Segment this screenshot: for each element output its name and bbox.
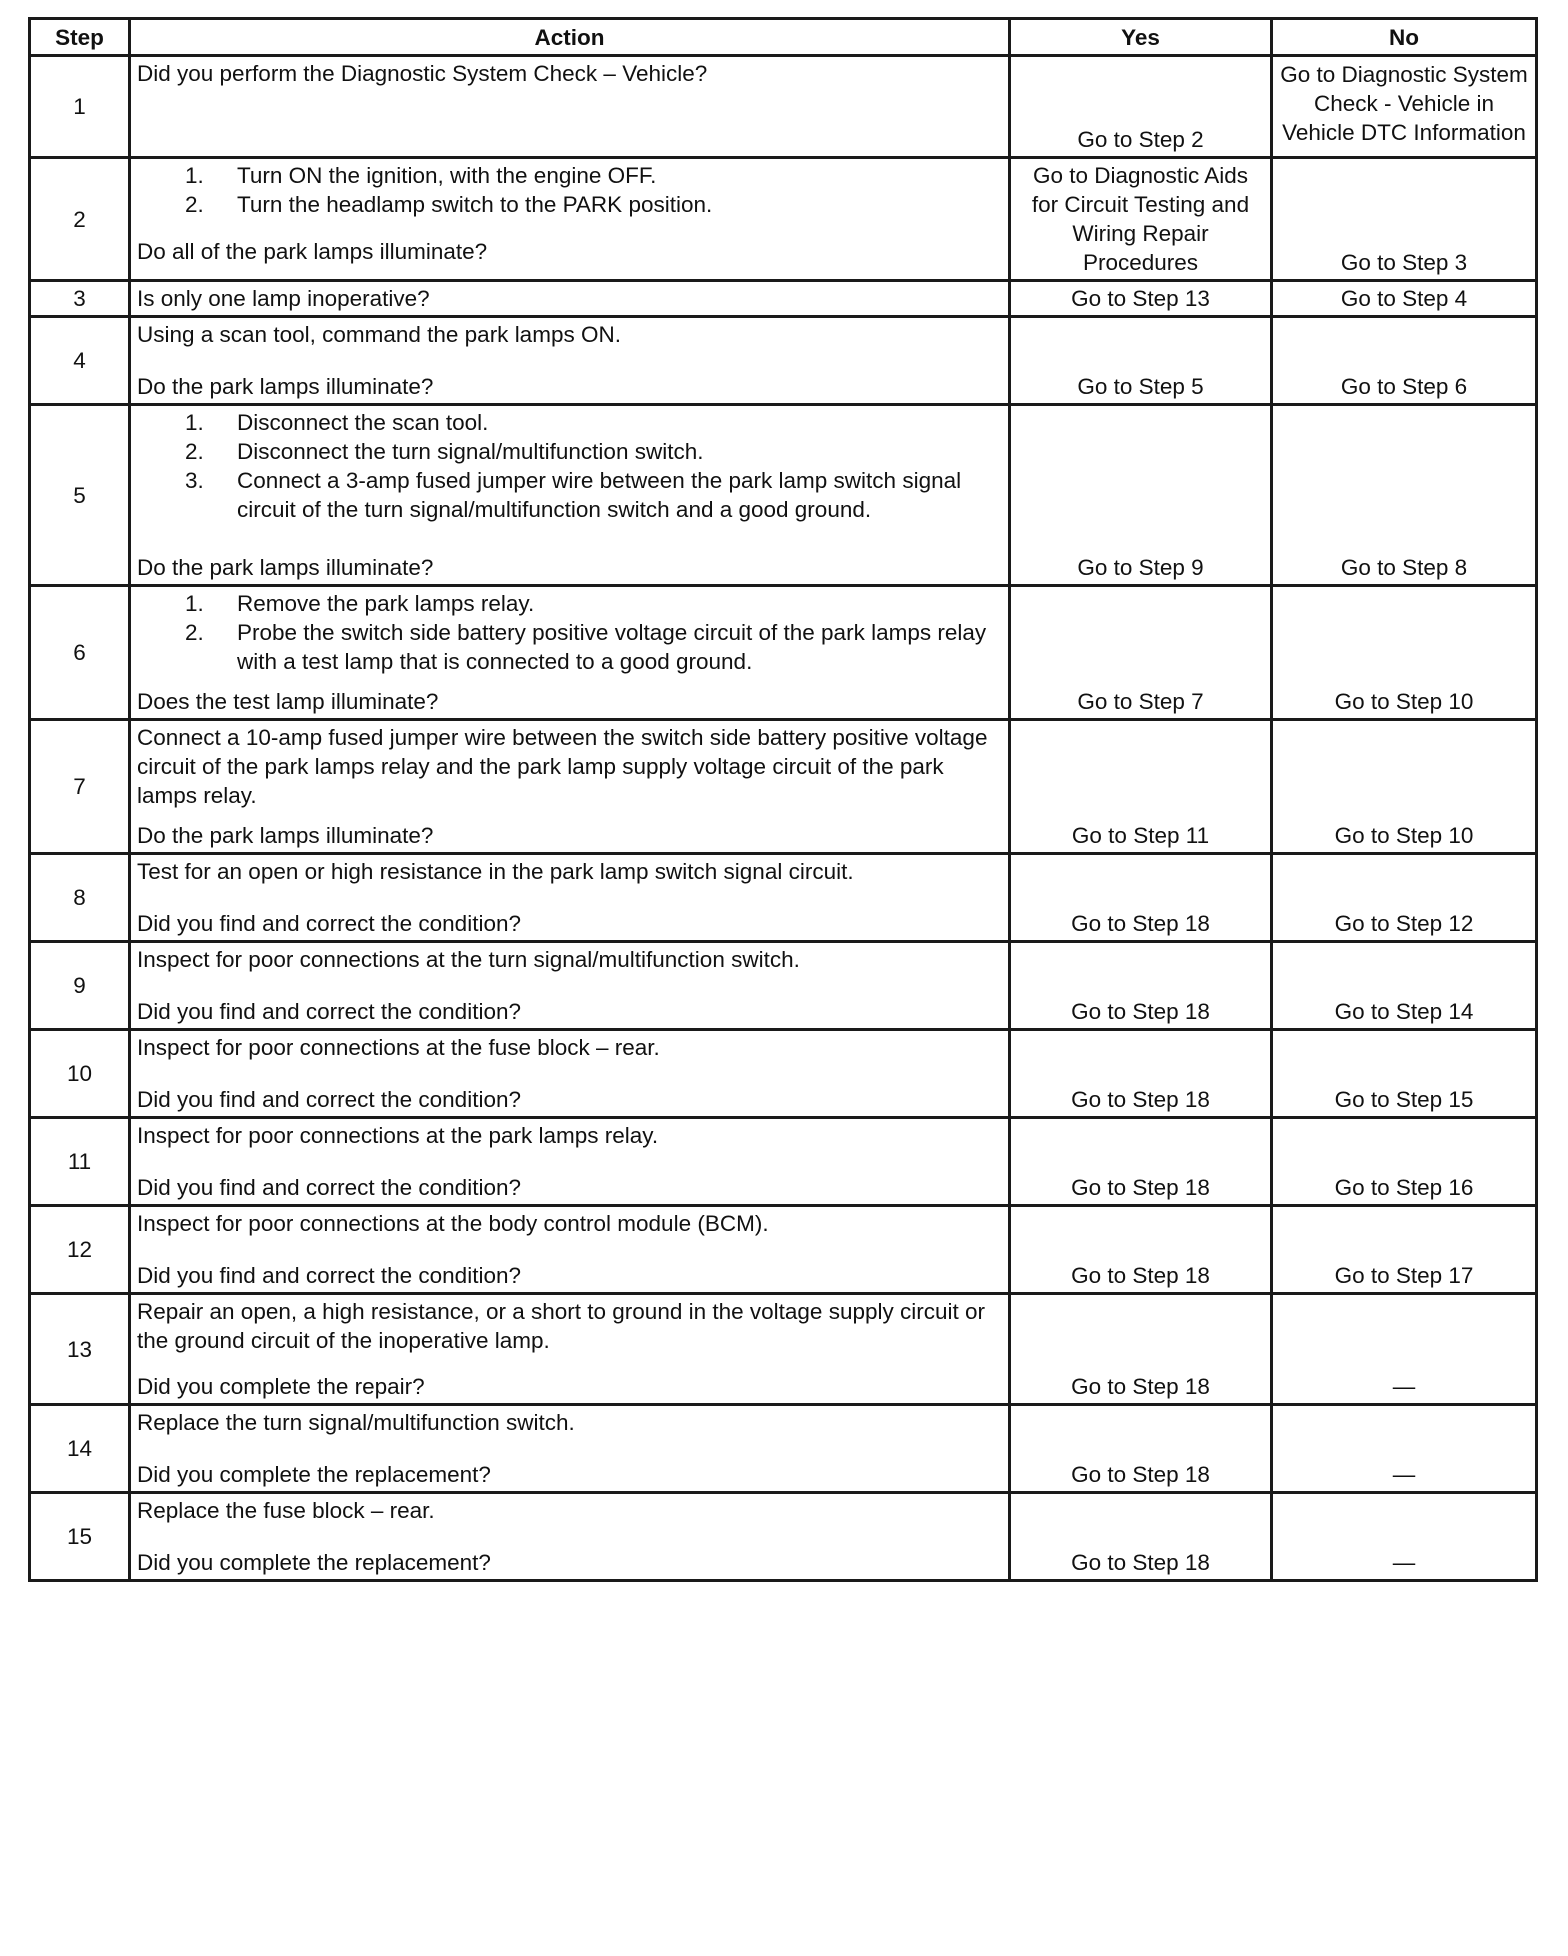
action-cell	[130, 317, 1010, 405]
action-cell	[130, 854, 1010, 942]
action-question: Does the test lamp illuminate?	[137, 689, 439, 714]
list-item-number: 1.	[185, 163, 204, 188]
action-text: Replace the fuse block – rear.	[137, 1498, 435, 1523]
header-step: Step	[30, 19, 130, 56]
action-content	[137, 723, 1002, 850]
action-content	[137, 161, 1002, 266]
action-text: Using a scan tool, command the park lamps ON.	[137, 322, 621, 347]
action-question: Did you find and correct the condition?	[137, 1175, 521, 1200]
list-item-number: 1.	[185, 410, 204, 435]
action-instructions	[137, 1297, 1002, 1355]
step-number: 6	[30, 586, 130, 720]
action-content	[137, 1408, 1002, 1489]
table-row	[30, 158, 1537, 281]
table-row	[30, 942, 1537, 1030]
list-item-number: 2.	[185, 620, 204, 645]
action-content	[137, 1209, 1002, 1290]
action-cell	[130, 1030, 1010, 1118]
header-no: No	[1272, 19, 1537, 56]
action-content	[137, 857, 1002, 938]
no-result: Go to Step 10	[1272, 586, 1537, 720]
yes-result: Go to Step 18	[1010, 1405, 1272, 1493]
action-question: Do the park lamps illuminate?	[137, 374, 434, 399]
action-question: Did you complete the replacement?	[137, 1550, 491, 1575]
action-cell	[130, 1206, 1010, 1294]
header-action: Action	[130, 19, 1010, 56]
yes-result: Go to Step 5	[1010, 317, 1272, 405]
yes-result: Go to Step 18	[1010, 1118, 1272, 1206]
step-number: 15	[30, 1493, 130, 1581]
yes-result: Go to Step 18	[1010, 1493, 1272, 1581]
table-row	[30, 1206, 1537, 1294]
table-row	[30, 1493, 1537, 1581]
list-item-text: Turn ON the ignition, with the engine OFF.	[237, 163, 657, 188]
no-result: —	[1272, 1493, 1537, 1581]
table-row	[30, 720, 1537, 854]
list-item	[137, 408, 1002, 437]
yes-result: Go to Step 18	[1010, 1294, 1272, 1405]
action-instructions	[137, 1209, 1002, 1238]
action-content	[137, 320, 1002, 401]
no-result: Go to Step 4	[1272, 281, 1537, 317]
action-content	[137, 1033, 1002, 1114]
yes-result: Go to Step 18	[1010, 854, 1272, 942]
action-question: Did you find and correct the condition?	[137, 911, 521, 936]
action-instructions	[137, 1033, 1002, 1062]
list-item	[137, 618, 1002, 676]
no-result: Go to Step 15	[1272, 1030, 1537, 1118]
no-result: Go to Step 3	[1272, 158, 1537, 281]
action-cell	[130, 1405, 1010, 1493]
list-item-text: Probe the switch side battery positive voltage circuit of the park lamps relay with a test lamp that is connected to a good ground.	[237, 620, 987, 674]
step-number: 13	[30, 1294, 130, 1405]
action-cell	[130, 405, 1010, 586]
action-text: Inspect for poor connections at the body control module (BCM).	[137, 1211, 769, 1236]
action-cell	[130, 281, 1010, 317]
step-number: 4	[30, 317, 130, 405]
list-item	[137, 437, 1002, 466]
list-item-text: Connect a 3-amp fused jumper wire between the park lamp switch signal circuit of the turn signal/multifunction switch and a good ground.	[237, 468, 962, 522]
action-instructions	[137, 408, 1002, 524]
list-item-text: Disconnect the scan tool.	[237, 410, 489, 435]
action-cell	[130, 1294, 1010, 1405]
action-text: Connect a 10-amp fused jumper wire between the switch side battery positive voltage circuit of the park lamps relay and the park lamp supply voltage circuit of the park lamps relay.	[137, 725, 988, 808]
yes-result: Go to Step 18	[1010, 1030, 1272, 1118]
table-row	[30, 586, 1537, 720]
action-cell	[130, 158, 1010, 281]
list-item	[137, 466, 1002, 524]
step-number: 9	[30, 942, 130, 1030]
no-result: Go to Step 12	[1272, 854, 1537, 942]
action-instructions	[137, 59, 1002, 88]
action-instructions	[137, 161, 1002, 219]
action-instructions	[137, 320, 1002, 349]
yes-result: Go to Diagnostic Aids for Circuit Testing and Wiring Repair Procedures	[1010, 158, 1272, 281]
table-row	[30, 1118, 1537, 1206]
action-instructions	[137, 589, 1002, 676]
action-content	[137, 1121, 1002, 1202]
table-row	[30, 854, 1537, 942]
action-steps-list	[137, 408, 1002, 524]
no-result: —	[1272, 1405, 1537, 1493]
yes-result: Go to Step 18	[1010, 942, 1272, 1030]
action-cell	[130, 1493, 1010, 1581]
list-item-text: Remove the park lamps relay.	[237, 591, 535, 616]
list-item-number: 1.	[185, 591, 204, 616]
table-row	[30, 1030, 1537, 1118]
step-number: 2	[30, 158, 130, 281]
action-cell	[130, 56, 1010, 158]
action-question: Do the park lamps illuminate?	[137, 823, 434, 848]
action-cell	[130, 942, 1010, 1030]
no-result: Go to Diagnostic System Check - Vehicle in Vehicle DTC Information	[1272, 56, 1537, 158]
list-item-number: 2.	[185, 192, 204, 217]
list-item-number: 2.	[185, 439, 204, 464]
action-cell	[130, 1118, 1010, 1206]
list-item-text: Turn the headlamp switch to the PARK position.	[237, 192, 713, 217]
action-question: Did you find and correct the condition?	[137, 999, 521, 1024]
action-question: Do the park lamps illuminate?	[137, 555, 434, 580]
yes-result: Go to Step 11	[1010, 720, 1272, 854]
yes-result: Go to Step 18	[1010, 1206, 1272, 1294]
step-number: 14	[30, 1405, 130, 1493]
list-item-number: 3.	[185, 468, 204, 493]
step-number: 5	[30, 405, 130, 586]
no-result: Go to Step 10	[1272, 720, 1537, 854]
action-question: Did you complete the repair?	[137, 1374, 425, 1399]
action-instructions	[137, 284, 1002, 313]
action-content	[137, 945, 1002, 1026]
action-text: Replace the turn signal/multifunction switch.	[137, 1410, 575, 1435]
action-text: Repair an open, a high resistance, or a short to ground in the voltage supply circuit or the ground circuit of the inoperative lamp.	[137, 1299, 985, 1353]
action-content	[137, 589, 1002, 716]
action-instructions	[137, 1121, 1002, 1150]
action-question: Did you find and correct the condition?	[137, 1087, 521, 1112]
action-content	[137, 284, 1002, 311]
table-row	[30, 281, 1537, 317]
action-content	[137, 408, 1002, 582]
action-instructions	[137, 857, 1002, 886]
action-instructions	[137, 723, 1002, 810]
table-row	[30, 317, 1537, 405]
action-text: Inspect for poor connections at the fuse block – rear.	[137, 1035, 660, 1060]
action-question: Do all of the park lamps illuminate?	[137, 239, 488, 264]
action-cell	[130, 586, 1010, 720]
header-row	[30, 19, 1537, 56]
action-question: Did you complete the replacement?	[137, 1462, 491, 1487]
yes-result: Go to Step 9	[1010, 405, 1272, 586]
action-instructions	[137, 1408, 1002, 1437]
list-item-text: Disconnect the turn signal/multifunction switch.	[237, 439, 704, 464]
action-text: Inspect for poor connections at the turn signal/multifunction switch.	[137, 947, 800, 972]
no-result: Go to Step 16	[1272, 1118, 1537, 1206]
step-number: 12	[30, 1206, 130, 1294]
action-cell	[130, 720, 1010, 854]
action-steps-list	[137, 589, 1002, 676]
no-result: Go to Step 8	[1272, 405, 1537, 586]
yes-result: Go to Step 7	[1010, 586, 1272, 720]
action-text: Did you perform the Diagnostic System Check – Vehicle?	[137, 61, 708, 86]
no-result: —	[1272, 1294, 1537, 1405]
table-row	[30, 1294, 1537, 1405]
table-row	[30, 1405, 1537, 1493]
list-item	[137, 589, 1002, 618]
action-steps-list	[137, 161, 1002, 219]
list-item	[137, 190, 1002, 219]
action-instructions	[137, 1496, 1002, 1525]
step-number: 1	[30, 56, 130, 158]
action-text: Is only one lamp inoperative?	[137, 286, 430, 311]
list-item	[137, 161, 1002, 190]
header-yes: Yes	[1010, 19, 1272, 56]
table-row	[30, 405, 1537, 586]
step-number: 11	[30, 1118, 130, 1206]
step-number: 7	[30, 720, 130, 854]
yes-result: Go to Step 2	[1010, 56, 1272, 158]
yes-result: Go to Step 13	[1010, 281, 1272, 317]
action-text: Test for an open or high resistance in the park lamp switch signal circuit.	[137, 859, 854, 884]
table-row	[30, 56, 1537, 158]
action-text: Inspect for poor connections at the park lamps relay.	[137, 1123, 659, 1148]
table-body	[30, 56, 1537, 1581]
action-content	[137, 1496, 1002, 1577]
action-question: Did you find and correct the condition?	[137, 1263, 521, 1288]
step-number: 8	[30, 854, 130, 942]
action-instructions	[137, 945, 1002, 974]
step-number: 10	[30, 1030, 130, 1118]
diagnostic-table	[28, 17, 1538, 1582]
step-number: 3	[30, 281, 130, 317]
action-content	[137, 59, 1002, 154]
no-result: Go to Step 6	[1272, 317, 1537, 405]
no-result: Go to Step 17	[1272, 1206, 1537, 1294]
action-content	[137, 1297, 1002, 1401]
no-result: Go to Step 14	[1272, 942, 1537, 1030]
